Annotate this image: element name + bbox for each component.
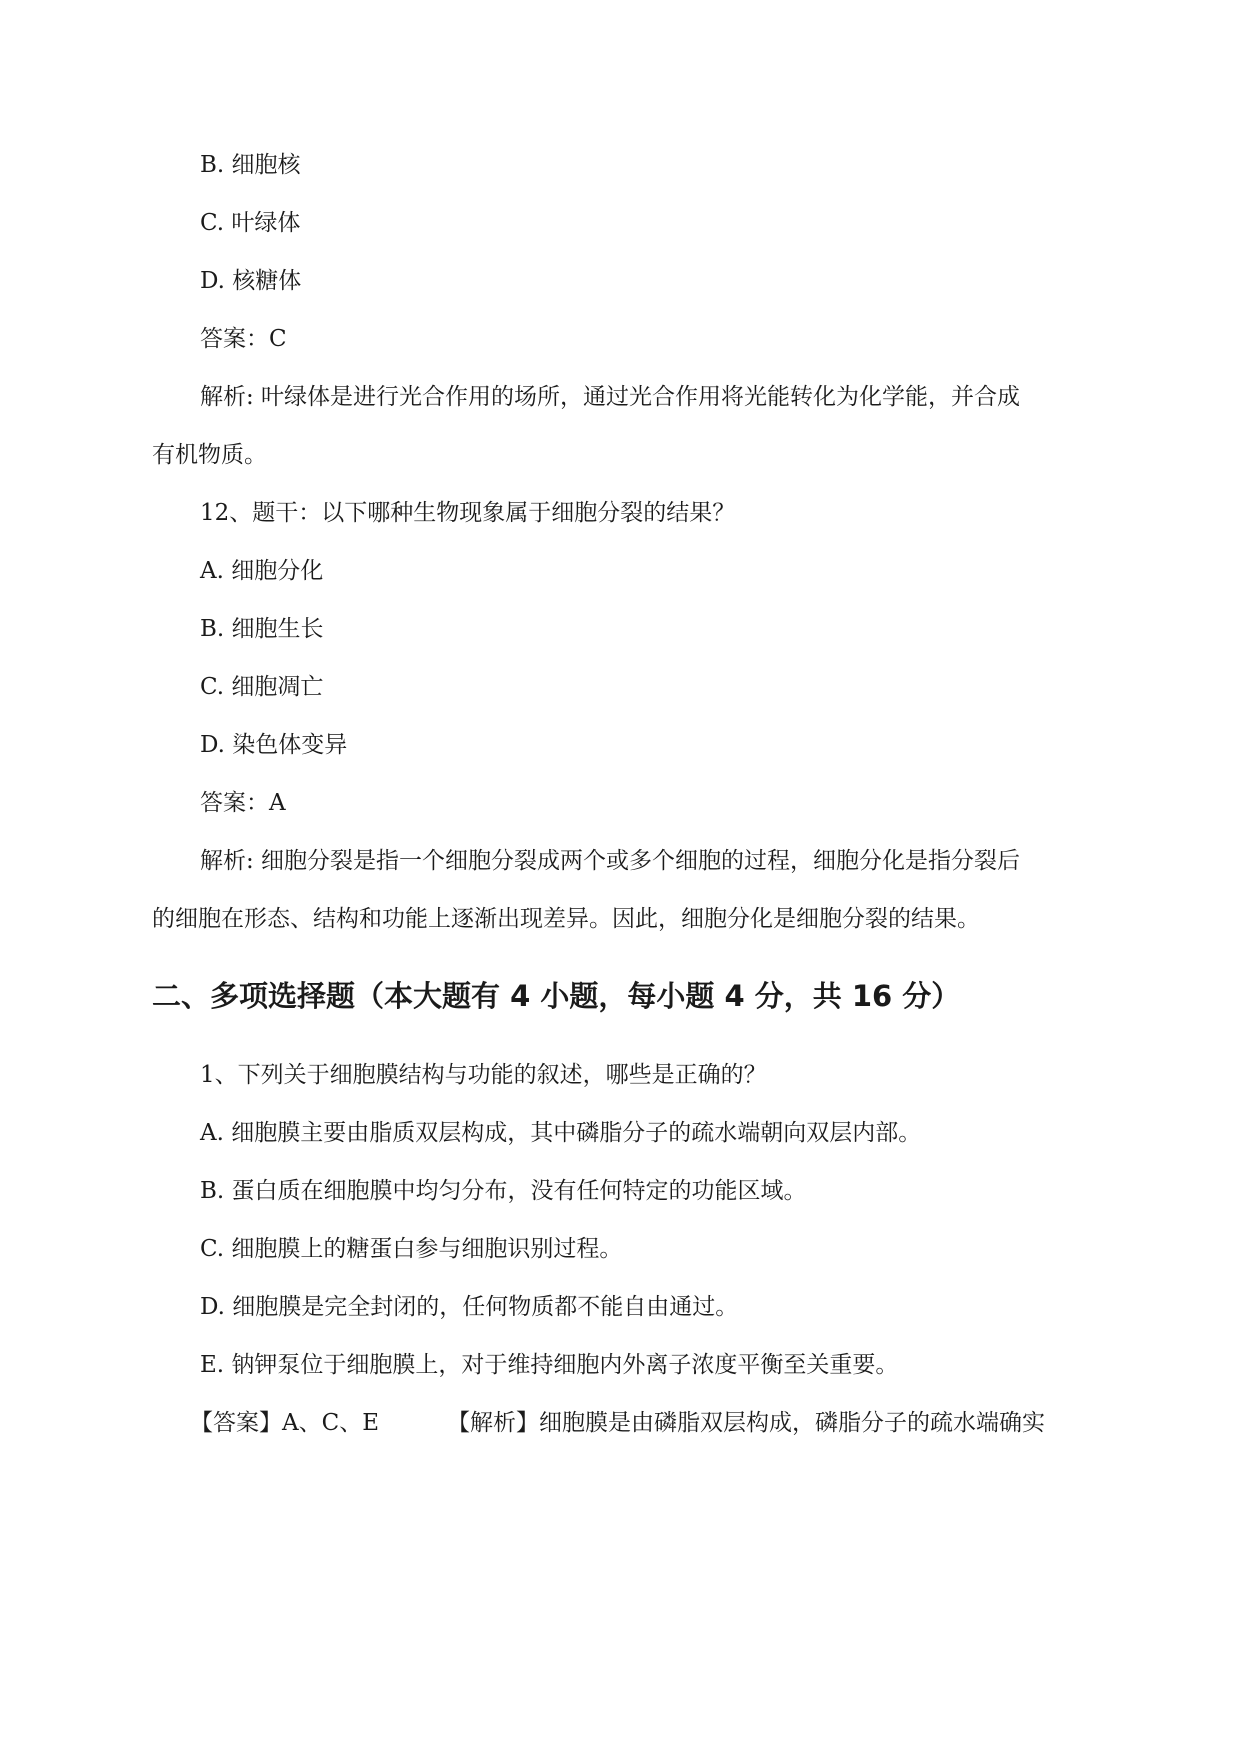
mq1-analysis-start: 【解析】细胞膜是由磷脂双层构成，磷脂分子的疏水端确实 bbox=[447, 1410, 1045, 1436]
q12-stem: 12、题干：以下哪种生物现象属于细胞分裂的结果？ bbox=[200, 500, 736, 526]
q12-answer: 答案：A bbox=[200, 790, 286, 816]
section-heading-multiple-choice: 二、多项选择题（本大题有 4 小题，每小题 4 分，共 16 分） bbox=[152, 979, 961, 1013]
q11-analysis-line-1: 解析: 叶绿体是进行光合作用的场所，通过光合作用将光能转化为化学能，并合成 bbox=[200, 384, 1021, 410]
mq1-answer-line bbox=[190, 1408, 1045, 1438]
mq1-option-b: B. 蛋白质在细胞膜中均匀分布，没有任何特定的功能区域。 bbox=[200, 1178, 807, 1204]
q11-option-c: C. 叶绿体 bbox=[200, 210, 301, 236]
q11-analysis-line-2: 有机物质。 bbox=[152, 442, 267, 468]
mq1-answer: 【答案】A、C、E bbox=[190, 1410, 379, 1436]
mq1-stem: 1、下列关于细胞膜结构与功能的叙述，哪些是正确的？ bbox=[200, 1062, 767, 1088]
mq1-option-e: E. 钠钾泵位于细胞膜上，对于维持细胞内外离子浓度平衡至关重要。 bbox=[200, 1352, 899, 1378]
mq1-option-d: D. 细胞膜是完全封闭的，任何物质都不能自由通过。 bbox=[200, 1294, 739, 1320]
q12-option-c: C. 细胞凋亡 bbox=[200, 674, 324, 700]
q12-option-a: A. 细胞分化 bbox=[200, 558, 324, 584]
q12-analysis-line-1: 解析: 细胞分裂是指一个细胞分裂成两个或多个细胞的过程，细胞分化是指分裂后 bbox=[200, 848, 1021, 874]
q12-option-b: B. 细胞生长 bbox=[200, 616, 324, 642]
mq1-option-a: A. 细胞膜主要由脂质双层构成，其中磷脂分子的疏水端朝向双层内部。 bbox=[200, 1120, 922, 1146]
q11-option-d: D. 核糖体 bbox=[200, 268, 302, 294]
q11-option-b: B. 细胞核 bbox=[200, 152, 301, 178]
q11-answer: 答案：C bbox=[200, 326, 287, 352]
q12-analysis-line-2: 的细胞在形态、结构和功能上逐渐出现差异。因此，细胞分化是细胞分裂的结果。 bbox=[152, 906, 980, 932]
mq1-option-c: C. 细胞膜上的糖蛋白参与细胞识别过程。 bbox=[200, 1236, 623, 1262]
q12-option-d: D. 染色体变异 bbox=[200, 732, 348, 758]
